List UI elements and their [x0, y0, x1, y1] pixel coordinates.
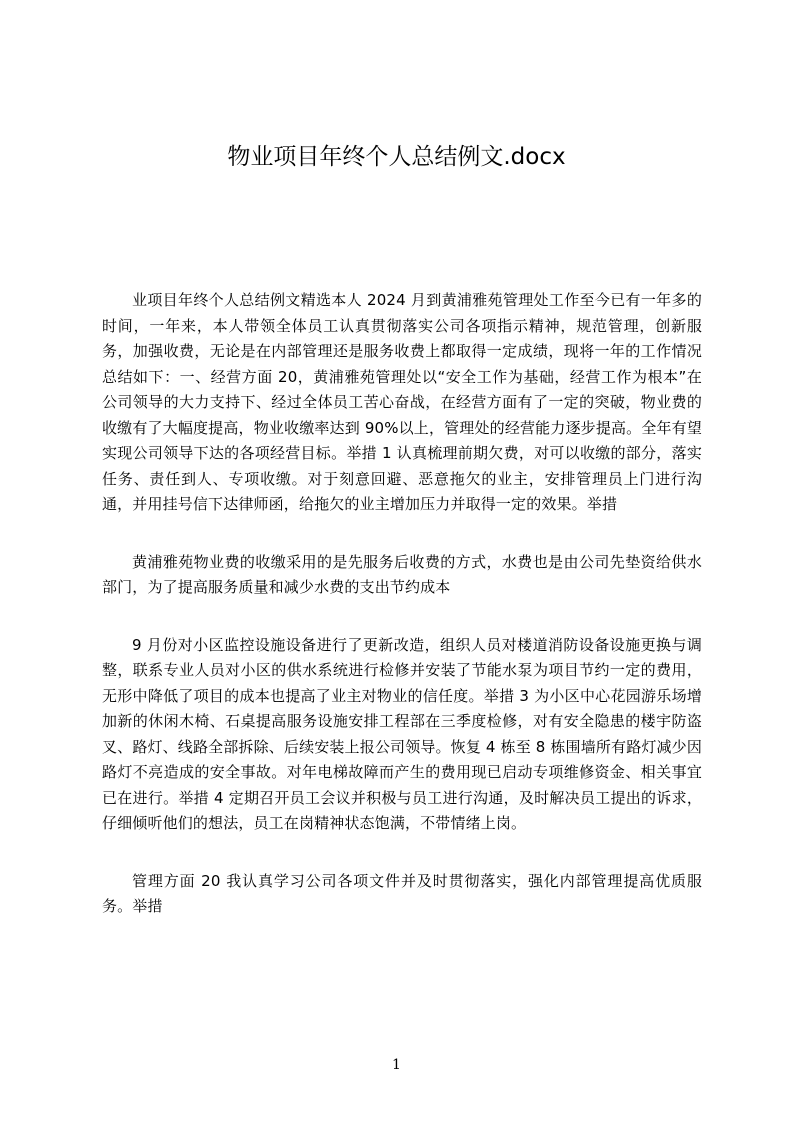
document-title: 物业项目年终个人总结例文.docx [227, 144, 566, 170]
paragraph-facility-upgrades: 9 月份对小区监控设施设备进行了更新改造，组织人员对楼道消防设备设施更换与调整，联系专业人员对小区的供水系统进行检修并安装了节能水泵为项目节约一定的费用，无形中降低了项目的成本也提高了业主对物业的信任度。举措 3 为小区中心花园游乐场增加新的休闲木椅、石桌提高服务设施安排工程部在三季度检修，对有安全隐患的楼宇防盗叉、路灯、线路全部拆除、后续安装上报公司领导。恢复 4 栋至 8 栋围墙所有路灯减少因路灯不亮造成的安全事故。对年电梯故障而产生的费用现已启动专项维修资金、相关事宜已在进行。举措 4 定期召开员工会议并积极与员工进行沟通，及时解决员工提出的诉求，仔细倾听他们的想法，员工在岗精神状态饱满，不带情绪上岗。 [102, 635, 702, 832]
document-body [102, 288, 702, 952]
paragraph-management: 管理方面 20 我认真学习公司各项文件并及时贯彻落实，强化内部管理提高优质服务。举措 [102, 871, 702, 915]
paragraph-fee-collection: 黄浦雅苑物业费的收缴采用的是先服务后收费的方式，水费也是由公司先垫资给供水部门，为了提高服务质量和减少水费的支出节约成本 [102, 552, 702, 596]
paragraph-operations: 业项目年终个人总结例文精选本人 2024 月到黄浦雅苑管理处工作至今已有一年多的时间，一年来，本人带领全体员工认真贯彻落实公司各项指示精神，规范管理，创新服务，加强收费，无论是在内部管理还是服务收费上都取得一定成绩，现将一年的工作情况总结如下：一、经营方面 20，黄浦雅苑管理处以“安全工作为基础，经营工作为根本”在公司领导的大力支持下、经过全体员工苦心奋战，在经营方面有了一定的突破，物业费的收缴有了大幅度提高，物业收缴率达到 90%以上，管理处的经营能力逐步提高。全年有望实现公司领导下达的各项经营目标。举措 1 认真梳理前期欠费，对可以收缴的部分，落实任务、责任到人、专项收缴。对于刻意回避、恶意拖欠的业主，安排管理员上门进行沟通，并用挂号信下达律师函，给拖欠的业主增加压力并取得一定的效果。举措 [102, 291, 702, 513]
page-number: 1 [392, 1057, 401, 1073]
